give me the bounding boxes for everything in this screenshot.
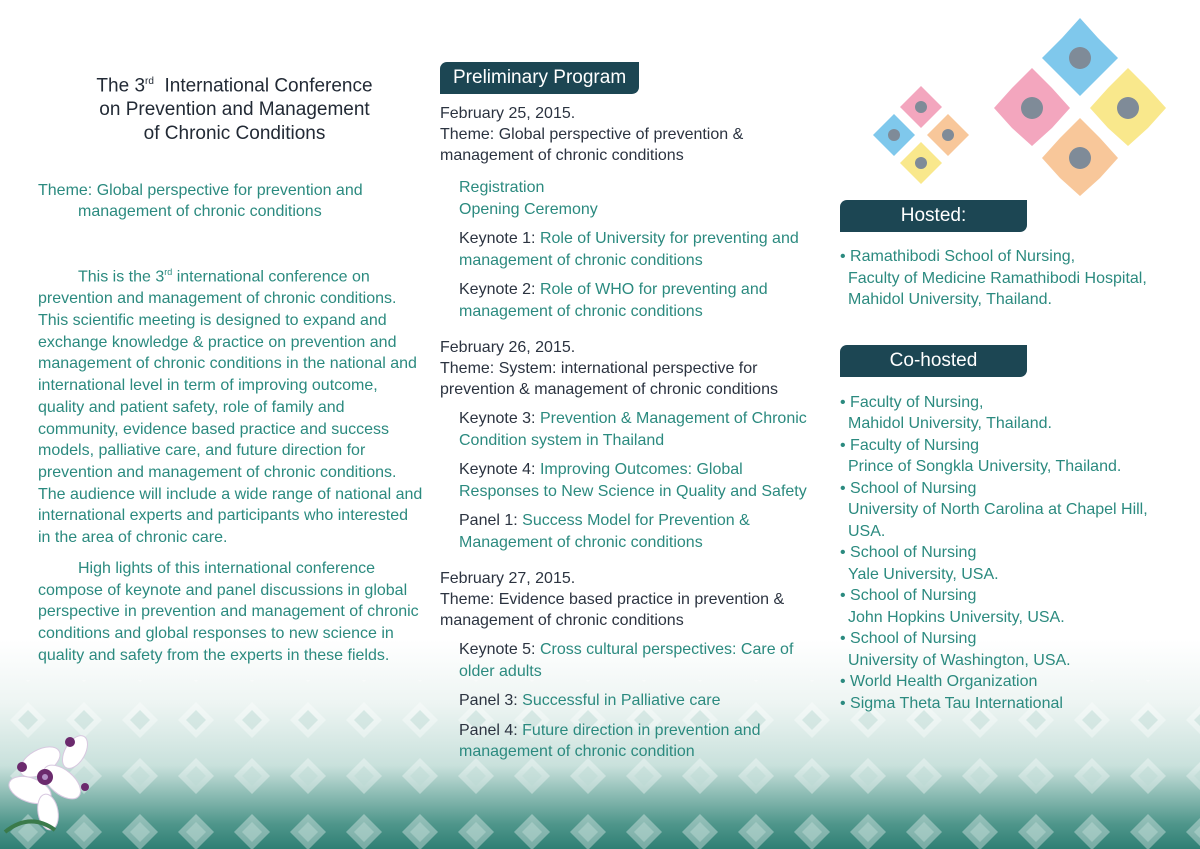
cohosted-line: Mahidol University, Thailand. bbox=[848, 415, 1052, 432]
highlights-paragraph: High lights of this international conference compose of keynote and panel discussions in global perspective in prevention and management of chronic conditions and global responses to new science in quality and safety from the experts in these fields. bbox=[38, 559, 419, 664]
title-line-2: on Prevention and Management bbox=[99, 99, 370, 121]
item-text: Role of University for preventing and management of chronic conditions bbox=[459, 230, 799, 269]
para-rest: international conference on prevention and management of chronic conditions. This scientific meeting is designed to expand and exchange knowledge & practice on prevention and management of chronic conditions in the national and international level in term of improving outcome, quality and patient safety, role of family and community, evidence based practice and success models, palliative care, and future direction for prevention and management of chronic conditions. The audience will include a wide range of national and international experts and participants who interested in the area of chronic care. bbox=[38, 268, 423, 547]
program-day-3 bbox=[440, 568, 810, 763]
cohosted-line: John Hopkins University, USA. bbox=[848, 608, 1065, 626]
conference-title bbox=[46, 70, 423, 146]
flower-blue-large bbox=[1042, 18, 1118, 96]
program-item bbox=[459, 639, 810, 682]
cohosted-line: • School of Nursing bbox=[840, 479, 977, 497]
flower-blue-small bbox=[873, 114, 915, 156]
item-label: Keynote 5: bbox=[459, 641, 540, 658]
program-day-2 bbox=[440, 337, 810, 553]
item-text: Cross cultural perspectives: Care of older adults bbox=[459, 641, 794, 680]
hosted-heading: Hosted: bbox=[840, 200, 1027, 232]
cohosted-line: Yale University, USA. bbox=[848, 565, 999, 583]
day-items bbox=[440, 639, 810, 763]
cohosted-line: • Sigma Theta Tau International bbox=[840, 694, 1063, 712]
program-item bbox=[459, 690, 810, 712]
flower-orange-small bbox=[927, 114, 969, 156]
day-items bbox=[440, 408, 810, 553]
hosted-line: Faculty of Medicine Ramathibodi Hospital, bbox=[848, 269, 1147, 287]
orchid-flower-decoration bbox=[0, 712, 110, 849]
program-day-1 bbox=[440, 103, 810, 322]
item-text: Prevention & Management of Chronic Condition system in Thailand bbox=[459, 410, 807, 449]
para-superscript: rd bbox=[164, 267, 173, 278]
item-label: Keynote 1: bbox=[459, 230, 540, 247]
program-item bbox=[459, 177, 810, 199]
cohosted-line: • Faculty of Nursing, bbox=[840, 393, 984, 411]
flower-yellow-small bbox=[900, 142, 942, 184]
item-label: Panel 1: bbox=[459, 512, 523, 529]
day-date: February 26, 2015. bbox=[440, 339, 576, 356]
day-theme: Theme: System: international perspective for prevention & management of chronic conditions bbox=[440, 360, 778, 398]
item-text: Success Model for Prevention & Management of chronic conditions bbox=[459, 512, 750, 551]
program-item bbox=[459, 408, 810, 451]
program-item bbox=[459, 510, 810, 553]
conference-theme bbox=[38, 180, 423, 222]
program-item bbox=[459, 199, 810, 221]
cohosted-heading: Co-hosted bbox=[840, 345, 1027, 377]
day-date: February 27, 2015. bbox=[440, 570, 576, 587]
theme-line-1: Theme: Global perspective for prevention and bbox=[38, 182, 363, 200]
hosted-line: Mahidol University, Thailand. bbox=[848, 291, 1052, 308]
hosted-list bbox=[840, 246, 1180, 311]
title-prefix: The 3 bbox=[96, 75, 146, 97]
cohosted-line: • School of Nursing bbox=[840, 587, 977, 604]
program-item bbox=[459, 720, 810, 763]
flower-yellow-large bbox=[1090, 68, 1166, 146]
program-item bbox=[459, 279, 810, 322]
program-item bbox=[459, 459, 810, 502]
item-label: Keynote 4: bbox=[459, 461, 540, 478]
item-label: Panel 3: bbox=[459, 692, 523, 709]
item-text: Role of WHO for preventing and management of chronic conditions bbox=[459, 281, 768, 320]
item-label: Keynote 2: bbox=[459, 281, 540, 298]
cohosted-line: • School of Nursing bbox=[840, 544, 977, 561]
title-rest: International Conference bbox=[164, 75, 373, 97]
theme-line-2: management of chronic conditions bbox=[78, 203, 322, 221]
day-theme: Theme: Evidence based practice in prevention & management of chronic conditions bbox=[440, 591, 785, 629]
item-label: Keynote 3: bbox=[459, 410, 540, 427]
flower-pink-large bbox=[994, 68, 1070, 146]
day-date: February 25, 2015. bbox=[440, 105, 576, 122]
cohosted-list bbox=[840, 392, 1180, 715]
item-text: Successful in Palliative care bbox=[522, 692, 721, 709]
hosts-column bbox=[840, 200, 1180, 714]
item-text: Improving Outcomes: Global Responses to New Science in Quality and Safety bbox=[459, 461, 807, 500]
program-heading: Preliminary Program bbox=[440, 62, 639, 94]
item-text: Registration bbox=[459, 179, 545, 196]
flower-pink-small bbox=[900, 86, 942, 128]
intro-paragraph bbox=[38, 262, 423, 548]
cohosted-line: • Faculty of Nursing bbox=[840, 436, 979, 454]
item-text: Future direction in prevention and management of chronic condition bbox=[459, 721, 761, 760]
cohosted-line: USA. bbox=[848, 522, 886, 540]
item-label: Panel 4: bbox=[459, 721, 523, 739]
flower-orange-large bbox=[1042, 118, 1118, 196]
para-prefix: This is the 3 bbox=[78, 268, 165, 286]
cohosted-line: Prince of Songkla University, Thailand. bbox=[848, 458, 1122, 475]
hosted-line: • Ramathibodi School of Nursing, bbox=[840, 248, 1076, 265]
day-items bbox=[440, 177, 810, 322]
decorative-flowers bbox=[870, 18, 1170, 203]
title-line-3: of Chronic Conditions bbox=[143, 123, 326, 145]
item-text: Opening Ceremony bbox=[459, 200, 598, 218]
day-theme: Theme: Global perspective of prevention & management of chronic conditions bbox=[440, 126, 744, 164]
cohosted-line: • World Health Organization bbox=[840, 673, 1038, 690]
intro-column bbox=[38, 70, 423, 666]
cohosted-line: University of Washington, USA. bbox=[848, 651, 1071, 669]
program-column bbox=[440, 62, 810, 763]
cohosted-line: University of North Carolina at Chapel Hill, bbox=[848, 501, 1148, 518]
cohosted-line: • School of Nursing bbox=[840, 630, 977, 647]
program-item bbox=[459, 228, 810, 271]
title-superscript: rd bbox=[145, 76, 154, 87]
